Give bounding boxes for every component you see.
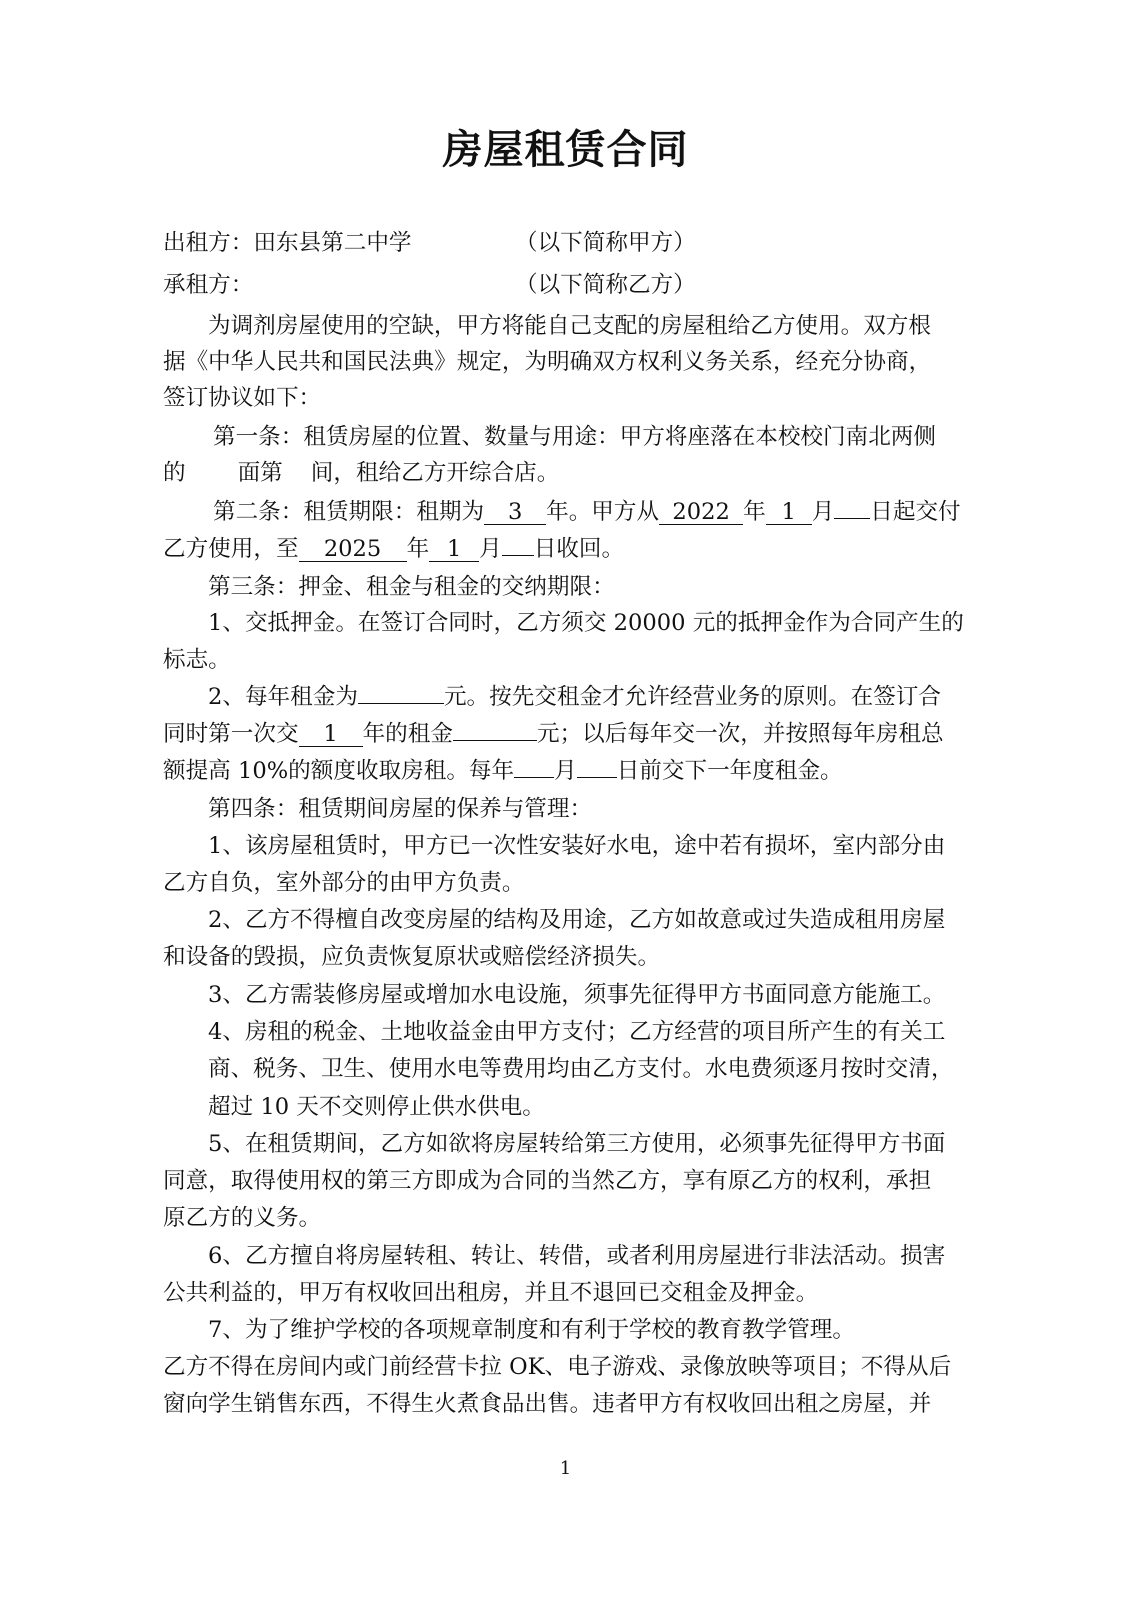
article2-text-c: 年 xyxy=(743,499,766,525)
first-years-blank: 1 xyxy=(299,722,363,747)
article4-line: 5、在租赁期间，乙方如欲将房屋转给第三方使用，必须事先征得甲方书面 xyxy=(208,1131,946,1157)
end-day-blank xyxy=(502,555,534,556)
article3-item1-line-1: 1、交抵押金。在签订合同时，乙方须交 20000 元的抵押金作为合同产生的 xyxy=(208,610,964,636)
article1-text-a: 的 xyxy=(163,460,186,486)
article3-text-h: 日前交下一年度租金。 xyxy=(616,758,843,784)
lessor-label: 出租方：田东县第二中学 xyxy=(163,230,412,256)
article4-line: 2、乙方不得檀自改变房屋的结构及用途，乙方如故意或过失造成租用房屋 xyxy=(208,907,946,933)
pay-month-blank xyxy=(514,777,554,778)
article2-text-g: 年 xyxy=(406,536,430,562)
article4-line: 7、为了维护学校的各项规章制度和有利于学校的教育教学管理。 xyxy=(208,1317,855,1343)
article2-line-2 xyxy=(163,534,624,564)
article3-text-d: 年的租金 xyxy=(362,721,453,747)
article4-line: 1、该房屋租赁时，甲方已一次性安装好水电，途中若有损坏，室内部分由 xyxy=(208,833,946,859)
lessee-label: 承租方： xyxy=(163,272,254,298)
first-rent-blank xyxy=(453,740,537,741)
intro-line-3: 签订协议如下： xyxy=(163,385,322,411)
article3-text-b: 元。按先交租金才允许经营业务的原则。在签订合 xyxy=(443,684,941,710)
article2-text-b: 年。甲方从 xyxy=(546,499,660,525)
article2-text-a: 第二条：租赁期限：租期为 xyxy=(213,499,485,525)
article4-line: 超过 10 天不交则停止供水供电。 xyxy=(208,1094,545,1120)
start-month-blank: 1 xyxy=(766,500,812,525)
end-month-blank: 1 xyxy=(429,537,479,562)
article2-text-d: 月 xyxy=(811,499,835,525)
page-number: 1 xyxy=(559,1458,572,1479)
article4-line: 3、乙方需装修房屋或增加水电设施，须事先征得甲方书面同意方能施工。 xyxy=(208,982,946,1008)
article2-text-h: 月 xyxy=(479,536,502,562)
article1-line-1: 第一条：租赁房屋的位置、数量与用途：甲方将座落在本校校门南北两侧 xyxy=(213,424,936,450)
article1-line-2 xyxy=(163,458,559,488)
article4-heading: 第四条：租赁期间房屋的保养与管理： xyxy=(208,796,593,822)
article2-text-e: 日起交付 xyxy=(870,499,961,525)
article4-line: 和设备的毁损，应负责恢复原状或赔偿经济损失。 xyxy=(163,944,661,970)
article4-line: 同意，取得使用权的第三方即成为合同的当然乙方，享有原乙方的权利，承担 xyxy=(163,1168,932,1194)
article3-text-a: 2、每年租金为 xyxy=(208,684,358,710)
article1-text-c: 间，租给乙方开综合店。 xyxy=(310,460,560,486)
article2-text-f: 乙方使用，至 xyxy=(163,536,299,562)
article3-item1-line-2: 标志。 xyxy=(163,647,231,673)
article4-line: 商、税务、卫生、使用水电等费用均由乙方支付。水电费须逐月按时交清， xyxy=(208,1056,954,1082)
article4-line: 原乙方的义务。 xyxy=(163,1205,322,1231)
article3-text-g: 月 xyxy=(554,758,577,784)
intro-line-1: 为调剂房屋使用的空缺，甲方将能自己支配的房屋租给乙方使用。双方根 xyxy=(208,313,931,339)
intro-line-2: 据《中华人民共和国民法典》规定，为明确双方权利义务关系，经充分协商， xyxy=(163,349,932,375)
article4-line: 6、乙方擅自将房屋转租、转让、转借，或者利用房屋进行非法活动。损害 xyxy=(208,1243,946,1269)
start-day-blank xyxy=(834,518,870,519)
article3-item2-line-1 xyxy=(208,682,941,712)
article1-text-b: 面第 xyxy=(237,460,283,486)
lessee-alias: （以下简称乙方） xyxy=(515,272,696,298)
lessor-line xyxy=(163,228,412,258)
article3-heading: 第三条：押金、租金与租金的交纳期限： xyxy=(208,574,615,600)
article4-line: 公共利益的，甲万有权收回出租房，并且不退回已交租金及押金。 xyxy=(163,1280,819,1306)
term-years-blank: 3 xyxy=(484,500,546,525)
article4-line: 窗向学生销售东西，不得生火煮食品出售。违者甲方有权收回出租之房屋，并 xyxy=(163,1391,932,1417)
start-year-blank: 2022 xyxy=(659,500,743,525)
document-title: 房屋租赁合同 xyxy=(442,127,689,173)
article4-line: 4、房租的税金、土地收益金由甲方支付；乙方经营的项目所产生的有关工 xyxy=(208,1019,946,1045)
article3-text-f: 额提高 10%的额度收取房租。每年 xyxy=(163,758,515,784)
article4-line: 乙方自负，室外部分的由甲方负责。 xyxy=(163,870,525,896)
lessor-alias: （以下简称甲方） xyxy=(515,230,696,256)
end-year-blank: 2025 xyxy=(299,537,407,562)
article3-item2-line-3 xyxy=(163,756,843,786)
article3-item2-line-2 xyxy=(163,719,944,749)
article4-line: 乙方不得在房间内或门前经营卡拉 OK、电子游戏、录像放映等项目；不得从后 xyxy=(163,1354,952,1380)
annual-rent-blank xyxy=(358,703,444,704)
article3-text-e: 元；以后每年交一次，并按照每年房租总 xyxy=(536,721,944,747)
article2-line-1 xyxy=(213,497,961,527)
article2-text-i: 日收回。 xyxy=(533,536,625,562)
pay-day-blank xyxy=(577,777,617,778)
article3-text-c: 同时第一次交 xyxy=(163,721,299,747)
